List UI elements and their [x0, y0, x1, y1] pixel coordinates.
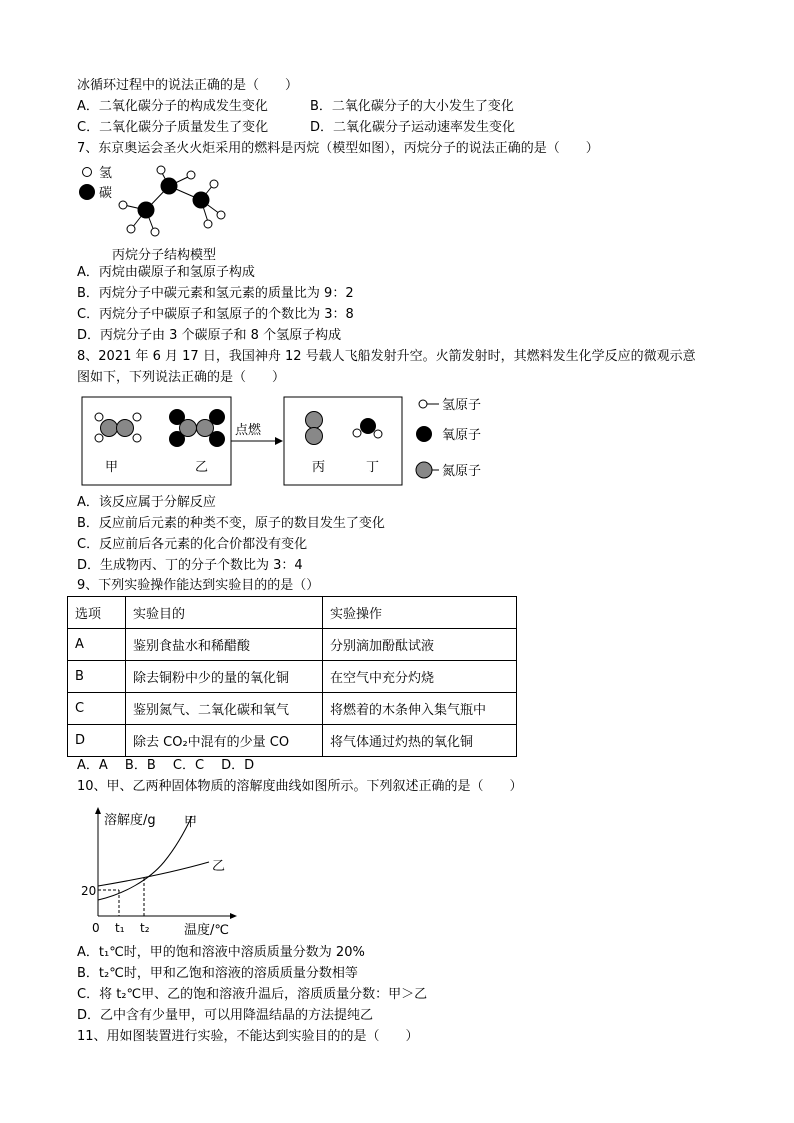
legend-hydrogen-atom	[419, 400, 427, 408]
curve-yi	[98, 862, 209, 886]
propane-model-diagram	[70, 158, 250, 250]
q6-stem: 冰循环过程中的说法正确的是（ ）	[77, 78, 299, 93]
q10-option-b: B．t₂℃时，甲和乙饱和溶液的溶质质量分数相等	[77, 966, 358, 981]
q10-option-a: A．t₁℃时，甲的饱和溶液中溶质质量分数为 20%	[77, 945, 365, 960]
legend-oxygen-atom	[416, 426, 432, 442]
q8-option-c: C．反应前后各元素的化合价都没有变化	[77, 537, 308, 552]
label-jia: 甲	[105, 460, 119, 475]
solubility-curve-diagram	[74, 804, 254, 944]
carbon-atom	[193, 192, 210, 209]
q6-option-d: D．二氧化碳分子运动速率发生变化	[310, 120, 516, 135]
x-tick-t2: t₂	[140, 921, 150, 935]
table-cell: C	[68, 693, 126, 725]
curve-jia	[98, 816, 192, 900]
products-box	[284, 397, 402, 485]
molecule-jia	[95, 413, 141, 442]
table-cell: 分别滴加酚酞试液	[323, 629, 517, 661]
x-axis-label: 温度/℃	[184, 923, 229, 938]
table-cell: 在空气中充分灼烧	[323, 661, 517, 693]
table-cell: 除去铜粉中少的量的氧化铜	[126, 661, 323, 693]
label-yi: 乙	[195, 460, 209, 475]
table-cell: D	[68, 725, 126, 757]
q7-caption: 丙烷分子结构模型	[112, 248, 217, 263]
q8-stem-line1: 8、2021 年 6 月 17 日，我国神舟 12 号载人飞船发射升空。火箭发射时，其燃料发生化学反应的微观示意	[77, 349, 696, 364]
carbon-atom	[161, 178, 178, 195]
q8-stem-line2: 图如下，下列说法正确的是（ ）	[77, 370, 286, 385]
curve-yi-label: 乙	[212, 859, 226, 874]
table-cell: 鉴别氮气、二氧化碳和氧气	[126, 693, 323, 725]
q7-option-b: B．丙烷分子中碳元素和氢元素的质量比为 9：2	[77, 286, 354, 301]
q8-option-b: B．反应前后元素的种类不变，原子的数目发生了变化	[77, 516, 385, 531]
q7-option-a: A．丙烷由碳原子和氢原子构成	[77, 265, 255, 280]
table-row	[68, 661, 517, 693]
table-header-cell: 实验操作	[323, 597, 517, 629]
y-axis-label: 溶解度/g	[104, 813, 156, 828]
experiment-table	[67, 596, 517, 757]
reaction-micro-diagram	[76, 388, 516, 490]
reaction-arrow-head	[275, 437, 283, 445]
reaction-condition: 点燃	[235, 423, 262, 438]
q10-option-c: C．将 t₂℃甲、乙的饱和溶液升温后，溶质质量分数：甲＞乙	[77, 987, 428, 1002]
table-row	[68, 693, 517, 725]
q6-option-b: B．二氧化碳分子的大小发生了变化	[310, 99, 514, 114]
q11-stem: 11、用如图装置进行实验，不能达到实验目的的是（ ）	[77, 1029, 419, 1044]
table-header-cell: 选项	[68, 597, 126, 629]
table-cell: A	[68, 629, 126, 661]
legend-nitrogen-label: 氮原子	[442, 464, 482, 479]
table-header-row	[68, 597, 517, 629]
q10-stem: 10、甲、乙两种固体物质的溶解度曲线如图所示。下列叙述正确的是（ ）	[77, 779, 523, 794]
curve-jia-label: 甲	[184, 815, 198, 830]
legend-hydrogen-label: 氢	[99, 166, 113, 181]
q10-option-d: D．乙中含有少量甲，可以用降温结晶的方法提纯乙	[77, 1008, 374, 1023]
molecule-bing	[306, 412, 323, 445]
legend-carbon-label: 碳	[99, 186, 113, 201]
legend-oxygen-label: 氧原子	[442, 428, 482, 443]
legend-carbon-circle	[79, 184, 95, 200]
y-tick-20: 20	[81, 884, 97, 898]
molecule-yi	[169, 409, 225, 447]
table-cell: B	[68, 661, 126, 693]
q7-option-d: D．丙烷分子由 3 个碳原子和 8 个氢原子构成	[77, 328, 342, 343]
q6-option-c: C．二氧化碳分子质量发生了变化	[77, 120, 269, 135]
q7-option-c: C．丙烷分子中碳原子和氢原子的个数比为 3：8	[77, 307, 354, 322]
table-cell: 将气体通过灼热的氧化铜	[323, 725, 517, 757]
carbon-atom	[138, 202, 155, 219]
q9-choices: A．A B．B C．C D．D	[77, 758, 255, 773]
table-cell: 除去 CO₂中混有的少量 CO	[126, 725, 323, 757]
label-bing: 丙	[312, 460, 326, 475]
table-header-cell: 实验目的	[126, 597, 323, 629]
legend-hydrogen-circle	[83, 168, 92, 177]
origin-label: 0	[92, 921, 100, 935]
label-ding: 丁	[366, 460, 380, 475]
legend-nitrogen-atom	[416, 462, 432, 478]
table-row	[68, 725, 517, 757]
x-tick-t1: t₁	[115, 921, 125, 935]
table-row	[68, 629, 517, 661]
table-cell: 将燃着的木条伸入集气瓶中	[323, 693, 517, 725]
q7-stem: 7、东京奥运会圣火火炬采用的燃料是丙烷（模型如图），丙烷分子的说法正确的是（ ）	[77, 141, 599, 156]
q8-option-a: A．该反应属于分解反应	[77, 495, 216, 510]
q9-stem: 9、下列实验操作能达到实验目的的是（）	[77, 578, 320, 593]
q6-option-a: A．二氧化碳分子的构成发生变化	[77, 99, 268, 114]
molecule-ding	[353, 418, 382, 438]
legend-hydrogen-label: 氢原子	[442, 398, 482, 413]
table-cell: 鉴别食盐水和稀醋酸	[126, 629, 323, 661]
q8-option-d: D．生成物丙、丁的分子个数比为 3：4	[77, 558, 303, 573]
